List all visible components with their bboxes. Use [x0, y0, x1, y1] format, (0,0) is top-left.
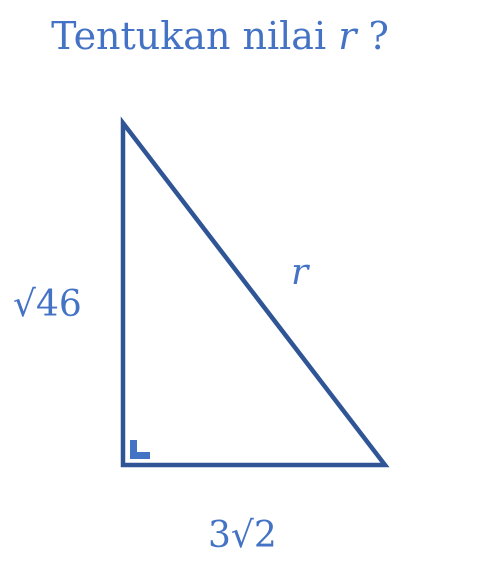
right-triangle: [123, 123, 385, 465]
question-suffix: ?: [356, 14, 389, 58]
hypotenuse-label: r: [291, 252, 309, 293]
question-variable: r: [338, 14, 357, 58]
question-prefix: Tentukan nilai: [51, 14, 339, 58]
horizontal-side-label: 3√2: [208, 515, 277, 556]
right-angle-marker: [130, 440, 150, 459]
vertical-side-label: √46: [13, 284, 82, 325]
